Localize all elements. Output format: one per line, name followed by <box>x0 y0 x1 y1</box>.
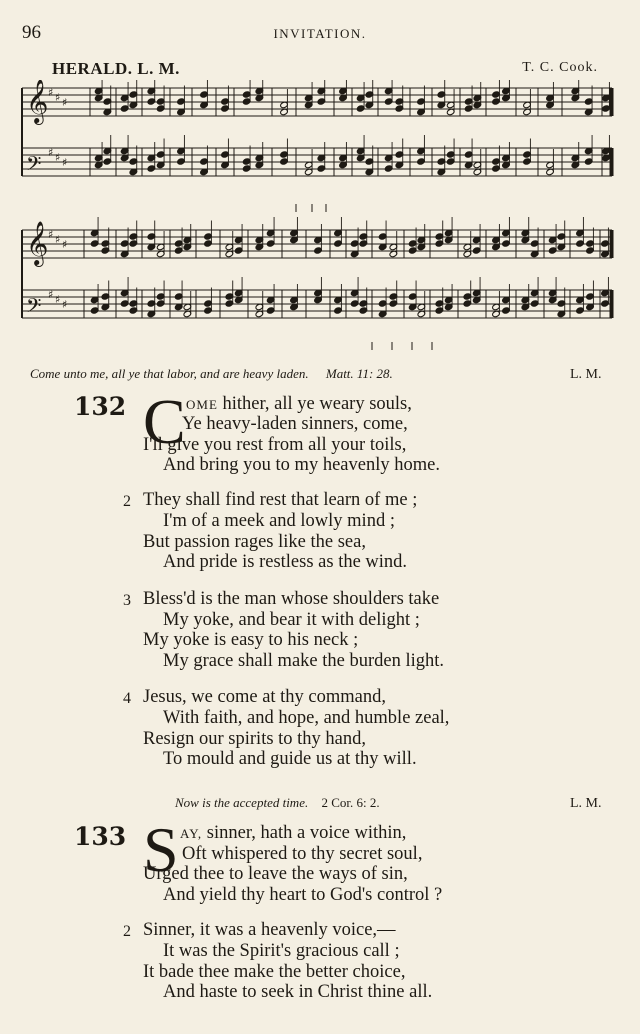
hymn-133-verse-2-line-4: And haste to seek in Christ thine all. <box>163 982 433 1002</box>
sharp-icon: ♯ <box>55 233 61 246</box>
hymn-133-first-word-rest: AY, <box>180 826 203 841</box>
hymn-132-verse-2-number: 2 <box>123 493 131 510</box>
bass-clef-icon: 𝄢 <box>26 294 42 322</box>
tune-name: HERALD. L. M. <box>52 59 180 78</box>
hymn-132-verse-2-line-2: I'm of a meek and lowly mind ; <box>163 511 395 531</box>
sharp-icon: ♯ <box>55 91 61 104</box>
sharp-icon: ♯ <box>62 238 68 251</box>
hymn-132-verse-2-line-3: But passion rages like the sea, <box>143 532 366 552</box>
hymn-132-verse-1-line-2: Ye heavy-laden sinners, come, <box>182 414 408 434</box>
hymn-132-verse-1-line-4: And bring you to my heavenly home. <box>163 455 440 475</box>
sharp-icon: ♯ <box>62 96 68 109</box>
sharp-icon: ♯ <box>62 298 68 311</box>
hymn-133-verse-2-number: 2 <box>123 923 131 940</box>
hymn-132-verse-3-line-3: My yoke is easy to his neck ; <box>143 630 359 650</box>
hymn-132-verse-3-line-1: Bless'd is the man whose shoulders take <box>143 589 440 609</box>
hymn-133-verse-1-line-2: Oft whispered to thy secret soul, <box>182 844 423 864</box>
music-score <box>20 80 632 350</box>
treble-clef-icon: 𝄞 <box>26 221 49 265</box>
hymn-132-verse-3-line-2: My yoke, and bear it with delight ; <box>163 610 420 630</box>
hymn-132-verse-2-line-1: They shall find rest that learn of me ; <box>143 490 418 510</box>
composer: T. C. Cook. <box>522 60 598 75</box>
hymn-132-first-word-rest: OME <box>186 397 218 412</box>
hymn-132-number: 132 <box>74 392 127 421</box>
hymn-132-verse-1-line-1 <box>186 394 412 415</box>
running-head: INVITATION. <box>273 26 367 41</box>
hymn-133-caption <box>175 795 380 811</box>
page-number: 96 <box>22 22 41 43</box>
hymn-132-verse-3-number: 3 <box>123 592 131 609</box>
hymn-132-verse-4-number: 4 <box>123 690 131 707</box>
sharp-icon: ♯ <box>62 156 68 169</box>
hymn-133-verse-1-line-4: And yield thy heart to God's control ? <box>163 885 443 905</box>
hymn-133-verse-2-line-1: Sinner, it was a heavenly voice,— <box>143 920 396 940</box>
hymn-133-verse-2-line-3: It bade thee make the better choice, <box>143 962 406 982</box>
hymn-133-meter: L. M. <box>570 796 602 811</box>
hymn-133-verse-2-line-2: It was the Spirit's gracious call ; <box>163 941 400 961</box>
sharp-icon: ♯ <box>48 86 54 99</box>
hymn-132-caption <box>30 366 393 382</box>
hymn-132-meter: L. M. <box>570 367 602 382</box>
treble-clef-icon: 𝄞 <box>26 80 49 123</box>
hymn-132-verse-3-line-4: My grace shall make the burden light. <box>163 651 445 671</box>
hymn-133-line-text: sinner, hath a voice within, <box>206 823 407 843</box>
hymn-132-verse-4-line-1: Jesus, we come at thy command, <box>143 687 387 707</box>
hymn-133-verse-1-line-3: Urged thee to leave the ways of sin, <box>143 864 408 884</box>
sharp-icon: ♯ <box>48 146 54 159</box>
hymn-132-verse-2-line-4: And pride is restless as the wind. <box>163 552 408 572</box>
hymn-132-reference: Matt. 11: 28. <box>325 366 393 381</box>
sharp-icon: ♯ <box>55 151 61 164</box>
sharp-icon: ♯ <box>48 228 54 241</box>
hymn-132-verse-4-line-4: To mould and guide us at thy will. <box>163 749 417 769</box>
bass-clef-icon: 𝄢 <box>26 152 42 180</box>
hymn-132-caption-text: Come unto me, all ye that labor, and are heavy laden. <box>30 366 309 381</box>
sharp-icon: ♯ <box>55 293 61 306</box>
hymn-133-reference: 2 Cor. 6: 2. <box>321 795 380 810</box>
hymn-132-verse-4-line-3: Resign our spirits to thy hand, <box>143 729 367 749</box>
hymn-133-verse-1-line-1 <box>180 823 406 844</box>
sharp-icon: ♯ <box>48 288 54 301</box>
hymn-133-caption-text: Now is the accepted time. <box>175 795 309 810</box>
hymn-133-number: 133 <box>74 822 127 851</box>
hymn-132-drop-cap: C <box>143 386 186 457</box>
hymn-132-verse-1-line-3: I'll give you rest from all your toils, <box>143 435 407 455</box>
hymn-133-drop-cap: S <box>143 814 179 885</box>
hymn-132-line-text: hither, all ye weary souls, <box>222 394 412 414</box>
hymn-132-verse-4-line-2: With faith, and hope, and humble zeal, <box>163 708 450 728</box>
